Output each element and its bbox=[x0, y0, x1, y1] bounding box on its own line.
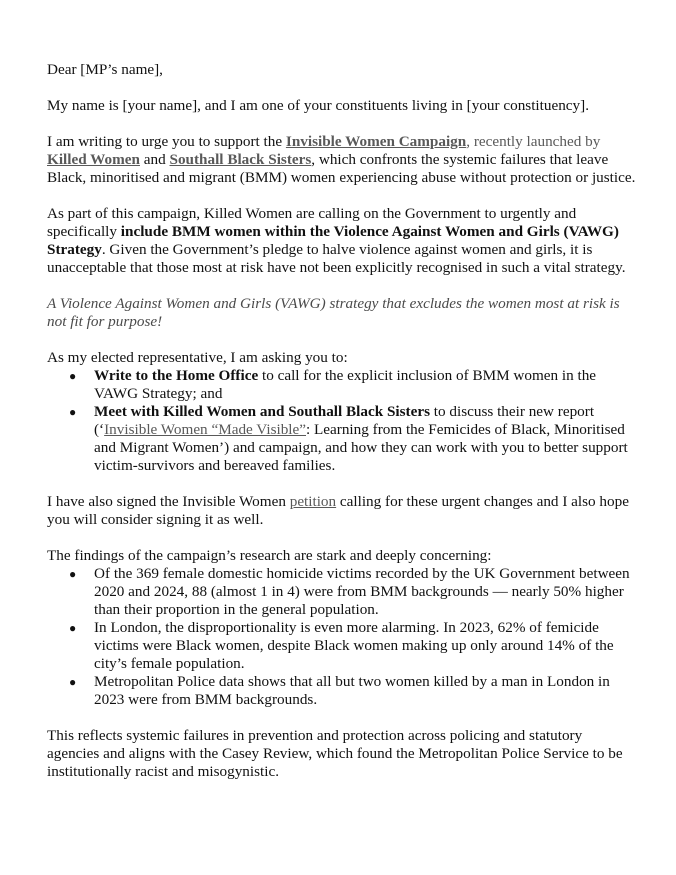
petition-text-1: I have also signed the Invisible Women bbox=[47, 493, 290, 510]
findings-intro: The findings of the campaign’s research are stark and deeply concerning: bbox=[47, 547, 492, 564]
finding-item bbox=[69, 565, 638, 619]
campaign-paragraph bbox=[47, 133, 638, 187]
invisible-women-campaign-link[interactable]: Invisible Women Campaign bbox=[285, 133, 467, 150]
campaign-text-2: , recently launched by bbox=[466, 133, 601, 150]
killed-women-link[interactable]: Killed Women bbox=[47, 151, 140, 168]
bullet-icon: ● bbox=[69, 621, 77, 635]
ask-2-text-2: : Learning from the Femicides of Black, Minoritised and Migrant Women’) and campaign, and how they can work with you to better support victim-survivors and bereaved families. bbox=[94, 421, 628, 474]
intro-paragraph: My name is [your name], and I am one of your constituents living in [your constituency]. bbox=[47, 97, 589, 114]
petition-paragraph bbox=[47, 493, 638, 529]
campaign-text-3: and bbox=[139, 151, 170, 168]
ask-2-text-1: to discuss their new report (‘ bbox=[94, 403, 595, 438]
bullet-icon: ● bbox=[69, 405, 77, 419]
ask-2-bold: Meet with Killed Women and Southall Black Sisters bbox=[94, 403, 430, 420]
bullet-icon: ● bbox=[69, 675, 77, 689]
finding-item bbox=[69, 619, 638, 673]
finding-item bbox=[69, 673, 638, 709]
italic-quote: A Violence Against Women and Girls (VAWG) strategy that excludes the women most at risk is not fit for purpose! bbox=[47, 295, 620, 330]
finding-text: Metropolitan Police data shows that all but two women killed by a man in London in 2023 were from BMM backgrounds. bbox=[94, 673, 610, 708]
petition-text-2: calling for these urgent changes and I also hope you will consider signing it as well. bbox=[47, 493, 629, 528]
campaign-text-1: I am writing to urge you to support the bbox=[47, 133, 286, 150]
ask-item-home-office bbox=[69, 367, 638, 403]
petition-link[interactable]: petition bbox=[289, 493, 337, 510]
strategy-text-2: . Given the Government’s pledge to halve violence against women and girls, it is unacceptable that those most at risk have not been explicitly recognised in such a vital strategy. bbox=[47, 241, 626, 276]
ask-item-meet bbox=[69, 403, 638, 475]
campaign-text-4: , which confronts the systemic failures that leave Black, minoritised and migrant (BMM) women experiencing abuse without protection or justice. bbox=[47, 151, 636, 186]
southall-black-sisters-link[interactable]: Southall Black Sisters bbox=[169, 151, 312, 168]
report-link[interactable]: Invisible Women “Made Visible” bbox=[104, 421, 306, 438]
bullet-icon: ● bbox=[69, 369, 77, 383]
findings-list bbox=[47, 565, 638, 709]
finding-text: Of the 369 female domestic homicide victims recorded by the UK Government between 2020 and 2024, 88 (almost 1 in 4) were from BMM backgrounds — nearly 50% higher than their proportion in the general population. bbox=[94, 565, 630, 618]
asks-list bbox=[47, 367, 638, 475]
ask-1-bold: Write to the Home Office bbox=[94, 367, 259, 384]
strategy-bold-demand: include BMM women within the Violence Against Women and Girls (VAWG) Strategy bbox=[47, 223, 619, 258]
ask-1-text: to call for the explicit inclusion of BMM women in the VAWG Strategy; and bbox=[94, 367, 597, 402]
strategy-text-1: As part of this campaign, Killed Women are calling on the Government to urgently and specifically bbox=[47, 205, 577, 240]
asks-intro: As my elected representative, I am asking you to: bbox=[47, 349, 348, 366]
strategy-paragraph bbox=[47, 205, 638, 277]
finding-text: In London, the disproportionality is even more alarming. In 2023, 62% of femicide victims were Black women, despite Black women making up only around 14% of the city’s female population. bbox=[94, 619, 614, 672]
bullet-icon: ● bbox=[69, 567, 77, 581]
closing-paragraph: This reflects systemic failures in prevention and protection across policing and statutory agencies and aligns with the Casey Review, which found the Metropolitan Police Service to be institutionally racist and misogynistic. bbox=[47, 727, 623, 780]
greeting: Dear [MP’s name], bbox=[47, 61, 163, 78]
